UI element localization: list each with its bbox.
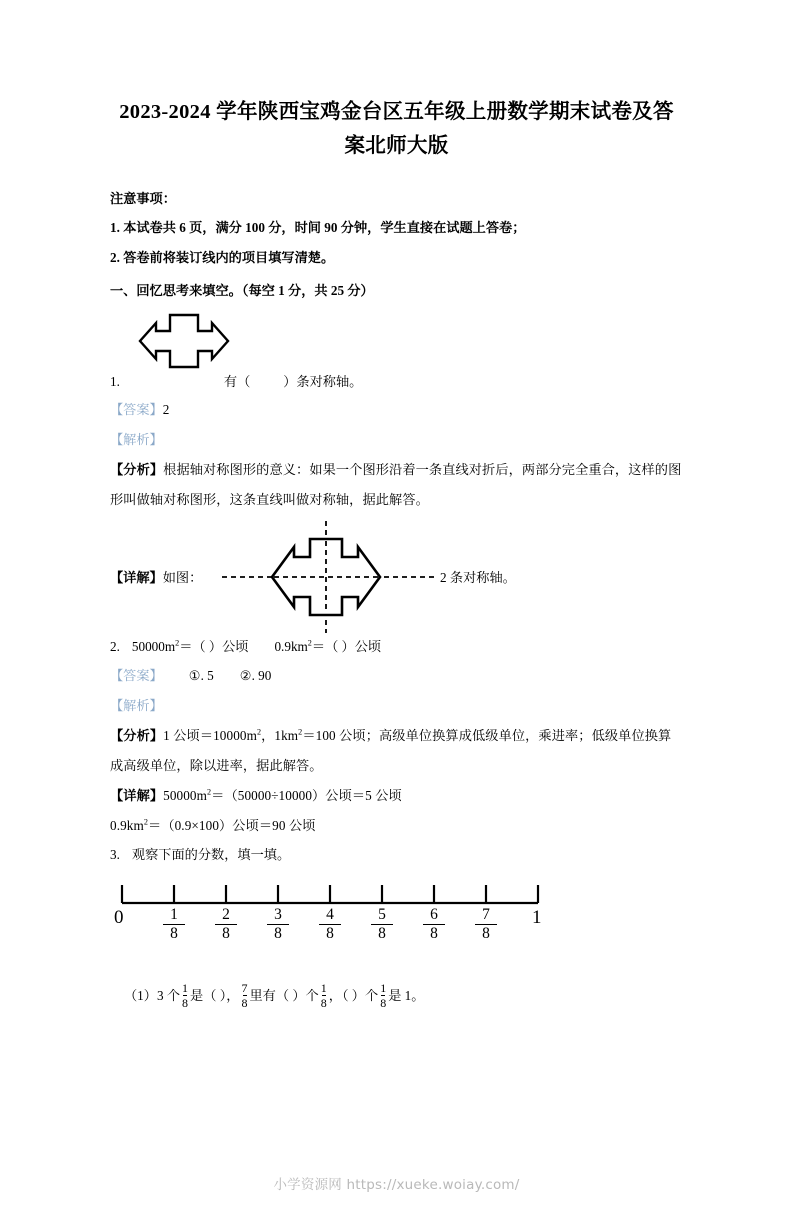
fraction-numerator: 2 bbox=[222, 906, 230, 923]
answer-label: 【答案】 bbox=[110, 668, 163, 683]
fraction-denominator: 8 bbox=[170, 924, 178, 942]
fraction-numerator: 1 bbox=[170, 906, 178, 923]
question-1-detail-diagram-row bbox=[110, 521, 683, 633]
question-1-stem-text: 有（ ）条对称轴。 bbox=[223, 374, 363, 389]
question-2-analysis-post: ＝100 公顷；高级单位换算成低级单位，乘进率；低级单位换算成高级单位，除以进率，据此解答。 bbox=[110, 728, 672, 773]
inline-fraction-3 bbox=[321, 982, 327, 1009]
question-2-detail-line-1 bbox=[110, 781, 683, 811]
question-3-sub1-prefix: （1）3 个 bbox=[124, 988, 181, 1003]
fraction-numerator: 7 bbox=[241, 981, 248, 996]
question-2-analysis-mid: ，1km bbox=[261, 728, 299, 743]
question-1-detail-suffix: 2 条对称轴。 bbox=[440, 570, 516, 585]
notice-item-1: 1. 本试卷共 6 页，满分 100 分，时间 90 分钟，学生直接在试题上答卷； bbox=[110, 220, 526, 235]
question-1-figure-area bbox=[110, 313, 683, 369]
question-1-analysis-text: 根据轴对称图形的意义：如果一个图形沿着一条直线对折后，两部分完全重合，这样的图形叫做轴对称图形，这条直线叫做对称轴，据此解答。 bbox=[110, 462, 682, 507]
question-3-number: 3. bbox=[110, 847, 120, 862]
fraction-denominator: 8 bbox=[241, 996, 248, 1011]
question-2-answer-2: ②. 90 bbox=[239, 668, 272, 683]
question-2-stem-part2: 0.9km bbox=[274, 639, 308, 654]
inline-fraction-2 bbox=[242, 982, 248, 1009]
question-2-analysis-pre: 1 公顷＝10000m bbox=[163, 728, 257, 743]
page-title: 2023-2024 学年陕西宝鸡金台区五年级上册数学期末试卷及答案北师大版 bbox=[119, 101, 674, 157]
fraction-numerator: 3 bbox=[274, 906, 282, 923]
cross-arrow-shape-icon bbox=[138, 313, 230, 374]
notice-heading: 注意事项： bbox=[110, 191, 176, 206]
explanation-label: 【解析】 bbox=[110, 432, 163, 447]
fraction-denominator: 8 bbox=[182, 996, 189, 1011]
question-2-number: 2. bbox=[110, 639, 120, 654]
detail-label: 【详解】 bbox=[110, 788, 164, 803]
fraction-denominator: 8 bbox=[274, 924, 282, 942]
fraction-denominator: 8 bbox=[380, 996, 387, 1011]
fraction-denominator: 8 bbox=[482, 924, 490, 942]
section-heading: 一、回忆思考来填空。（每空 1 分，共 25 分） bbox=[110, 283, 374, 298]
question-3-stem bbox=[110, 841, 683, 869]
number-line-fraction-1 bbox=[161, 907, 187, 942]
detail-label: 【详解】 bbox=[110, 570, 163, 585]
question-1-analysis bbox=[110, 455, 683, 515]
document-page bbox=[0, 95, 793, 1217]
fraction-numerator: 6 bbox=[430, 906, 438, 923]
fraction-denominator: 8 bbox=[430, 924, 438, 942]
question-3-stem-text: 观察下面的分数，填一填。 bbox=[131, 847, 291, 862]
question-3-sub1-mid1: 是（ ）， bbox=[190, 988, 240, 1003]
footer-watermark: 小学资源网 https://xueke.woiay.com/ bbox=[273, 1177, 520, 1193]
question-2-detail-1-sup: 2 bbox=[206, 787, 212, 797]
fraction-denominator: 8 bbox=[326, 924, 334, 942]
question-2-analysis bbox=[110, 721, 683, 781]
fraction-denominator: 8 bbox=[320, 996, 327, 1011]
question-3-sub1-tail: 是 1。 bbox=[388, 988, 425, 1003]
inline-fraction-4 bbox=[380, 982, 386, 1009]
number-line-start-label: 0 bbox=[114, 907, 124, 928]
question-2-detail-2-pre: 0.9km bbox=[110, 818, 144, 833]
question-2-stem-part1: 50000m bbox=[131, 639, 176, 654]
answer-label: 【答案】 bbox=[110, 402, 163, 417]
number-line-fraction-4 bbox=[317, 907, 343, 942]
question-2-detail-2-post: ＝（0.9×100）公顷＝90 公顷 bbox=[148, 818, 316, 833]
fraction-numerator: 1 bbox=[320, 981, 327, 996]
question-2-sup-1: 2 bbox=[175, 638, 180, 648]
number-line-fraction-2 bbox=[213, 907, 239, 942]
question-1-detail-label bbox=[110, 567, 202, 586]
question-2-detail-2-sup: 2 bbox=[143, 817, 149, 827]
question-1-answer bbox=[110, 395, 683, 425]
fraction-numerator: 5 bbox=[378, 906, 386, 923]
question-2-analysis-sup-1: 2 bbox=[256, 727, 262, 737]
explanation-label: 【解析】 bbox=[110, 698, 163, 713]
fraction-denominator: 8 bbox=[222, 924, 230, 942]
fraction-numerator: 1 bbox=[182, 981, 189, 996]
fraction-numerator: 4 bbox=[326, 906, 334, 923]
number-line-fraction-3 bbox=[265, 907, 291, 942]
question-3-sub-1 bbox=[110, 983, 683, 1010]
question-2-analysis-sup-2: 2 bbox=[298, 727, 303, 737]
question-2-answer-1: ①. 5 bbox=[188, 668, 214, 683]
analysis-label: 【分析】 bbox=[110, 462, 164, 477]
fraction-numerator: 1 bbox=[380, 981, 387, 996]
question-3-sub1-mid3: ，（ ）个 bbox=[328, 988, 379, 1003]
fraction-denominator: 8 bbox=[378, 924, 386, 942]
number-line-end-label: 1 bbox=[532, 907, 542, 928]
number-line-fraction-6 bbox=[421, 907, 447, 942]
question-2-answer bbox=[110, 661, 683, 691]
question-3-sub1-mid2: 里有（ ）个 bbox=[249, 988, 319, 1003]
question-1-explanation-label bbox=[110, 425, 683, 455]
inline-fraction-1 bbox=[182, 982, 188, 1009]
question-2-detail-line-2 bbox=[110, 811, 683, 841]
question-2-sup-2: 2 bbox=[307, 638, 312, 648]
notice-item-2: 2. 答卷前将装订线内的项目填写清楚。 bbox=[110, 250, 335, 265]
question-1-detail-prefix: 如图： bbox=[162, 570, 203, 585]
question-2-detail-1-pre: 50000m bbox=[163, 788, 207, 803]
question-1-answer-value: 2 bbox=[162, 402, 170, 417]
question-2-detail-1-post: ＝（50000÷10000）公顷＝5 公顷 bbox=[211, 788, 402, 803]
number-line-fraction-5 bbox=[369, 907, 395, 942]
question-3-number-line bbox=[110, 877, 683, 981]
analysis-label: 【分析】 bbox=[110, 728, 164, 743]
number-line-fraction-7 bbox=[473, 907, 499, 942]
fraction-numerator: 7 bbox=[482, 906, 490, 923]
question-2-explanation-label bbox=[110, 691, 683, 721]
cross-with-symmetry-axes-figure bbox=[222, 521, 442, 638]
question-1-number: 1. bbox=[110, 374, 120, 389]
question-2-stem-mid2: ＝（ ）公顷 bbox=[311, 639, 382, 654]
question-2-stem-mid1: ＝（ ）公顷 bbox=[179, 639, 249, 654]
